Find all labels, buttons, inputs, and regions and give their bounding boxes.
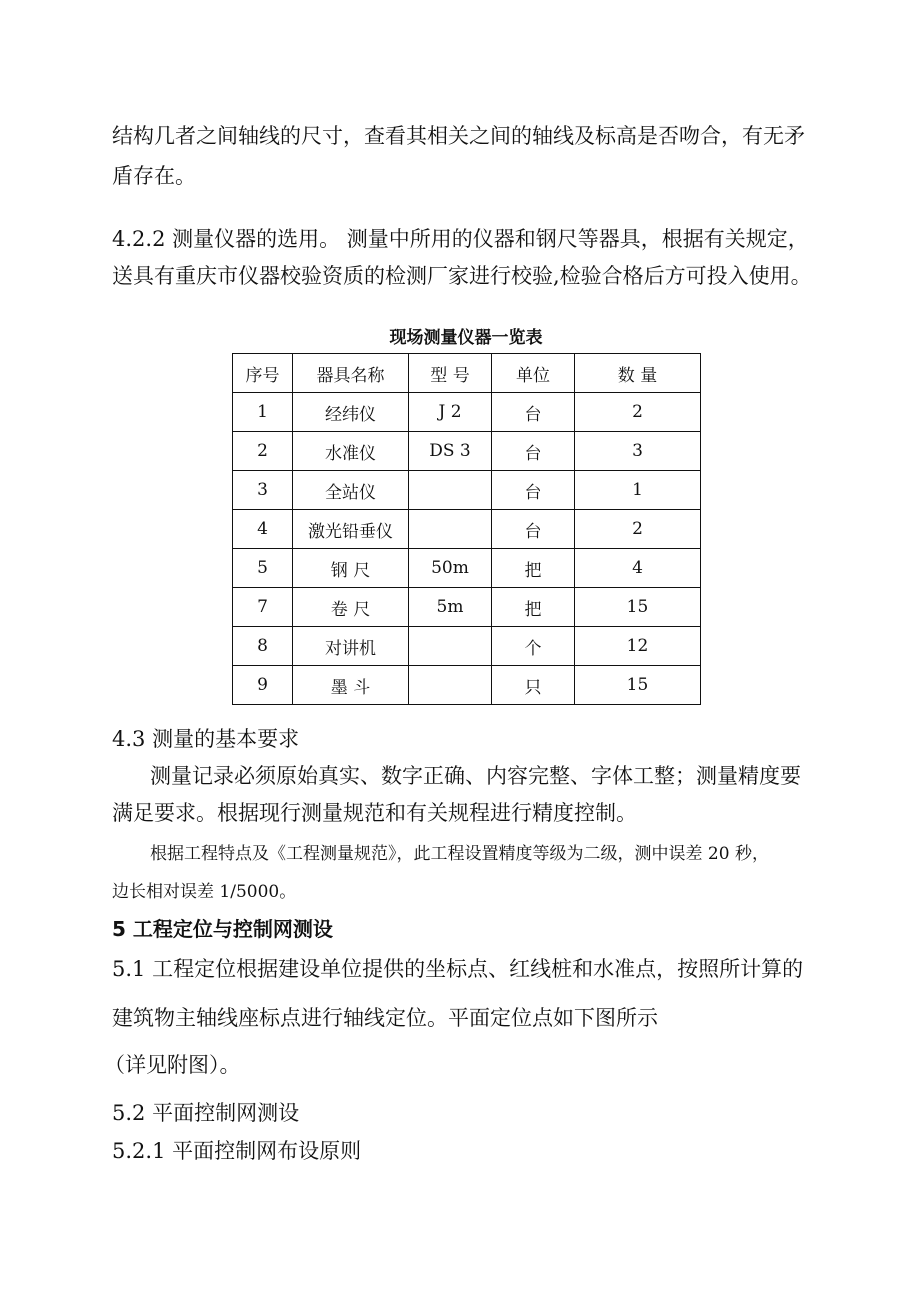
table-cell: 台 <box>492 510 575 549</box>
instrument-table <box>232 353 701 705</box>
table-cell <box>409 666 492 705</box>
section-heading: 5.2 平面控制网测设 <box>112 1101 300 1125</box>
table-row <box>233 627 701 666</box>
table-cell <box>409 510 492 549</box>
table-cell: 15 <box>575 588 701 627</box>
paragraph-line: 测量记录必须原始真实、数字正确、内容完整、字体工整；测量精度要 <box>150 764 801 788</box>
table-cell: 4 <box>575 549 701 588</box>
table-cell: 5 <box>233 549 293 588</box>
table-cell: 3 <box>233 471 293 510</box>
paragraph-line: 结构几者之间轴线的尺寸，查看其相关之间的轴线及标高是否吻合，有无矛 <box>112 124 805 148</box>
table-cell: 1 <box>233 393 293 432</box>
table-cell: 1 <box>575 471 701 510</box>
paragraph-line: （详见附图）。 <box>104 1053 241 1077</box>
paragraph-line: 4.2.2 测量仪器的选用。 测量中所用的仪器和钢尺等器具，根据有关规定， <box>112 227 809 251</box>
table-cell: 2 <box>233 432 293 471</box>
paragraph-line: 满足要求。根据现行测量规范和有关规程进行精度控制。 <box>112 801 637 825</box>
table-cell: 墨 斗 <box>293 666 409 705</box>
paragraph-line: 送具有重庆市仪器校验资质的检测厂家进行校验,检验合格后方可投入使用。 <box>112 264 812 288</box>
header-cell: 序号 <box>233 354 293 393</box>
table-cell: 50m <box>409 549 492 588</box>
table-cell: DS 3 <box>409 432 492 471</box>
header-cell: 型 号 <box>409 354 492 393</box>
table-title: 现场测量仪器一览表 <box>389 328 543 348</box>
paragraph-line: 建筑物主轴线座标点进行轴线定位。平面定位点如下图所示 <box>112 1006 658 1030</box>
table-cell: 激光铅垂仪 <box>293 510 409 549</box>
table-header-row <box>233 354 701 393</box>
header-cell: 器具名称 <box>293 354 409 393</box>
table-cell: 12 <box>575 627 701 666</box>
table-cell: 3 <box>575 432 701 471</box>
table-row <box>233 393 701 432</box>
table-row <box>233 549 701 588</box>
table-cell: 15 <box>575 666 701 705</box>
table-cell: 4 <box>233 510 293 549</box>
section-heading: 5 工程定位与控制网测设 <box>112 917 333 941</box>
table-cell: 7 <box>233 588 293 627</box>
header-cell: 单位 <box>492 354 575 393</box>
section-heading: 4.3 测量的基本要求 <box>112 727 300 751</box>
table-row <box>233 471 701 510</box>
table-cell: 把 <box>492 549 575 588</box>
table-cell: 经纬仪 <box>293 393 409 432</box>
note-line: 边长相对误差 1/5000。 <box>112 882 297 902</box>
table-cell: 9 <box>233 666 293 705</box>
table-row <box>233 666 701 705</box>
table-row <box>233 510 701 549</box>
header-cell: 数 量 <box>575 354 701 393</box>
table-row <box>233 588 701 627</box>
table-cell <box>409 627 492 666</box>
table-cell: J 2 <box>409 393 492 432</box>
table-cell: 对讲机 <box>293 627 409 666</box>
table-cell: 卷 尺 <box>293 588 409 627</box>
table-cell: 8 <box>233 627 293 666</box>
table-cell: 水准仪 <box>293 432 409 471</box>
table-row <box>233 432 701 471</box>
section-heading: 5.2.1 平面控制网布设原则 <box>112 1139 362 1163</box>
table-cell: 2 <box>575 393 701 432</box>
table-cell: 5m <box>409 588 492 627</box>
table-cell <box>409 471 492 510</box>
table-cell: 台 <box>492 432 575 471</box>
table-cell: 钢 尺 <box>293 549 409 588</box>
table-cell: 把 <box>492 588 575 627</box>
table-cell: 台 <box>492 471 575 510</box>
table-cell: 只 <box>492 666 575 705</box>
table-cell: 台 <box>492 393 575 432</box>
paragraph-line: 盾存在。 <box>112 164 196 188</box>
paragraph-line: 5.1 工程定位根据建设单位提供的坐标点、红线桩和水准点，按照所计算的 <box>112 957 804 981</box>
note-line: 根据工程特点及《工程测量规范》，此工程设置精度等级为二级，测中误差 20 秒， <box>150 844 769 864</box>
table-cell: 个 <box>492 627 575 666</box>
table-cell: 全站仪 <box>293 471 409 510</box>
table-cell: 2 <box>575 510 701 549</box>
